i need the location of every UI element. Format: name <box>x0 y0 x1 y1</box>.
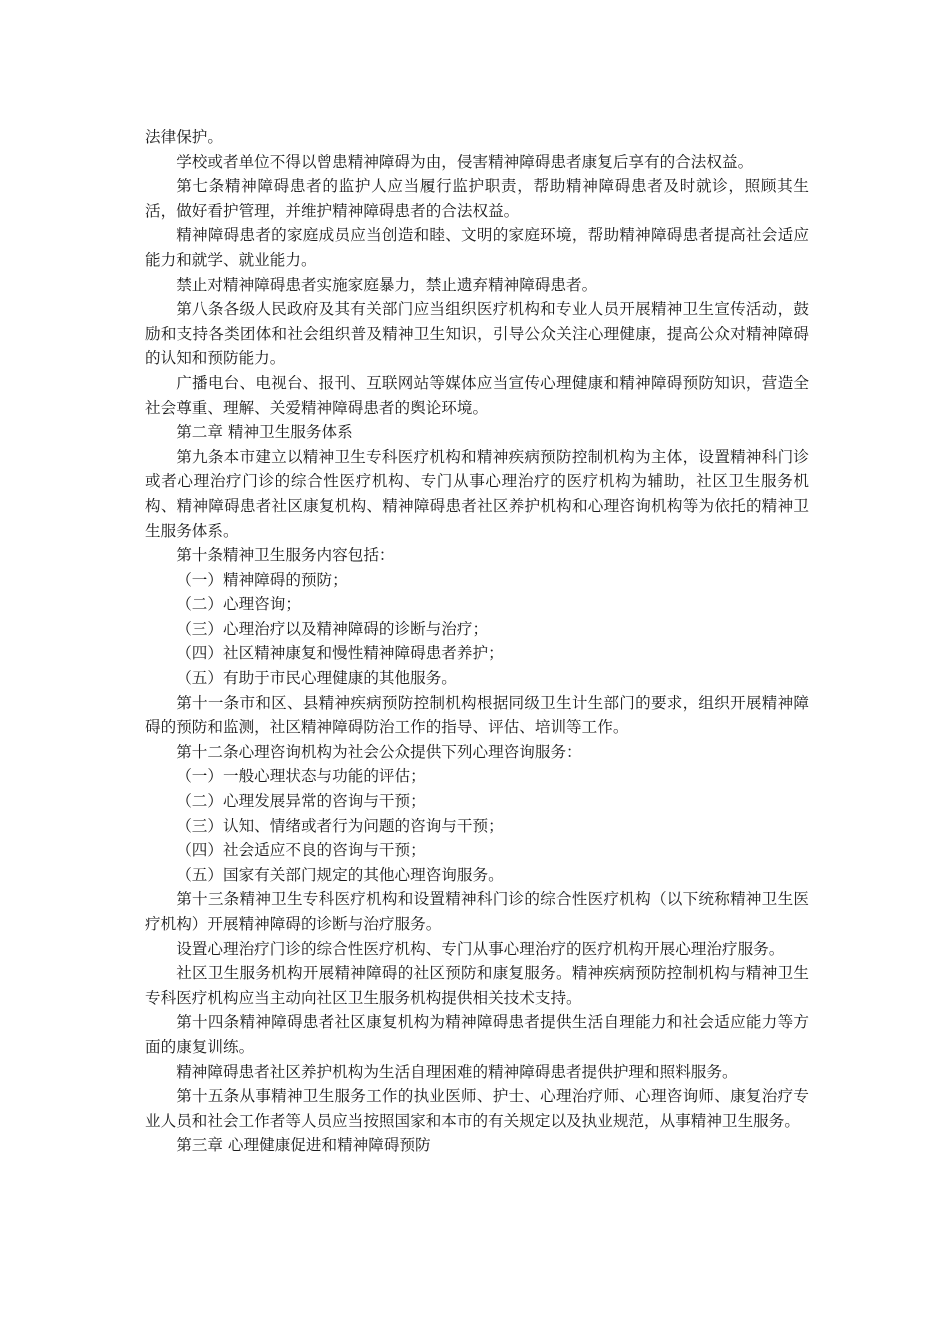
paragraph: 精神障碍患者社区养护机构为生活自理困难的精神障碍患者提供护理和照料服务。 <box>176 1062 738 1081</box>
article-14: 第十四条精神障碍患者社区康复机构为精神障碍患者提供生活自理能力和社会适应能力等方面的康复训练。 <box>145 1013 809 1056</box>
list-item: （三）认知、情绪或者行为问题的咨询与干预； <box>176 816 504 835</box>
list-item: （二）心理发展异常的咨询与干预； <box>176 792 426 811</box>
article-12: 第十二条心理咨询机构为社会公众提供下列心理咨询服务： <box>176 742 582 761</box>
article-9: 第九条本市建立以精神卫生专科医疗机构和精神疾病预防控制机构为主体，设置精神科门诊或者心理治疗门诊的综合性医疗机构、专门从事心理治疗的医疗机构为辅助，社区卫生服务机构、精神障碍患者社区康复机构、精神障碍患者社区养护机构和心理咨询机构等为依托的精神卫生服务体系。 <box>145 447 809 540</box>
chapter-3-heading: 第三章 心理健康促进和精神障碍预防 <box>176 1136 431 1155</box>
list-item: （五）国家有关部门规定的其他心理咨询服务。 <box>176 865 504 884</box>
article-15: 第十五条从事精神卫生服务工作的执业医师、护士、心理治疗师、心理咨询师、康复治疗专业人员和社会工作者等人员应当按照国家和本市的有关规定以及执业规范，从事精神卫生服务。 <box>145 1087 809 1130</box>
chapter-2-heading: 第二章 精神卫生服务体系 <box>176 423 353 442</box>
article-7: 第七条精神障碍患者的监护人应当履行监护职责，帮助精神障碍患者及时就诊，照顾其生活，做好看护管理，并维护精神障碍患者的合法权益。 <box>145 177 809 220</box>
paragraph: 设置心理治疗门诊的综合性医疗机构、专门从事心理治疗的医疗机构开展心理治疗服务。 <box>176 939 785 958</box>
paragraph-continuation: 法律保护。 <box>145 128 223 146</box>
article-13: 第十三条精神卫生专科医疗机构和设置精神科门诊的综合性医疗机构（以下统称精神卫生医疗机构）开展精神障碍的诊断与治疗服务。 <box>145 890 809 933</box>
article-11: 第十一条市和区、县精神疾病预防控制机构根据同级卫生计生部门的要求，组织开展精神障碍的预防和监测，社区精神障碍防治工作的指导、评估、培训等工作。 <box>145 693 809 737</box>
list-item: （三）心理治疗以及精神障碍的诊断与治疗； <box>176 619 489 638</box>
list-item: （四）社会适应不良的咨询与干预； <box>176 841 426 860</box>
list-item: （五）有助于市民心理健康的其他服务。 <box>176 669 457 688</box>
paragraph: 精神障碍患者的家庭成员应当创造和睦、文明的家庭环境，帮助精神障碍患者提高社会适应能力和就学、就业能力。 <box>145 226 809 269</box>
list-item: （二）心理咨询； <box>176 595 301 614</box>
list-item: （一）精神障碍的预防； <box>176 570 348 589</box>
list-item: （一）一般心理状态与功能的评估； <box>176 767 426 786</box>
list-item: （四）社区精神康复和慢性精神障碍患者养护； <box>176 644 504 663</box>
paragraph: 学校或者单位不得以曾患精神障碍为由，侵害精神障碍患者康复后享有的合法权益。 <box>176 152 754 171</box>
article-8: 第八条各级人民政府及其有关部门应当组织医疗机构和专业人员开展精神卫生宣传活动，鼓励和支持各类团体和社会组织普及精神卫生知识，引导公众关注心理健康，提高公众对精神障碍的认知和预防能力。 <box>145 300 809 368</box>
paragraph: 禁止对精神障碍患者实施家庭暴力，禁止遗弃精神障碍患者。 <box>176 275 598 294</box>
article-10: 第十条精神卫生服务内容包括： <box>176 546 395 565</box>
document-page <box>145 125 809 1158</box>
paragraph: 社区卫生服务机构开展精神障碍的社区预防和康复服务。精神疾病预防控制机构与精神卫生专科医疗机构应当主动向社区卫生服务机构提供相关技术支持。 <box>145 964 809 1007</box>
paragraph: 广播电台、电视台、报刊、互联网站等媒体应当宣传心理健康和精神障碍预防知识，营造全社会尊重、理解、关爱精神障碍患者的舆论环境。 <box>145 373 809 417</box>
